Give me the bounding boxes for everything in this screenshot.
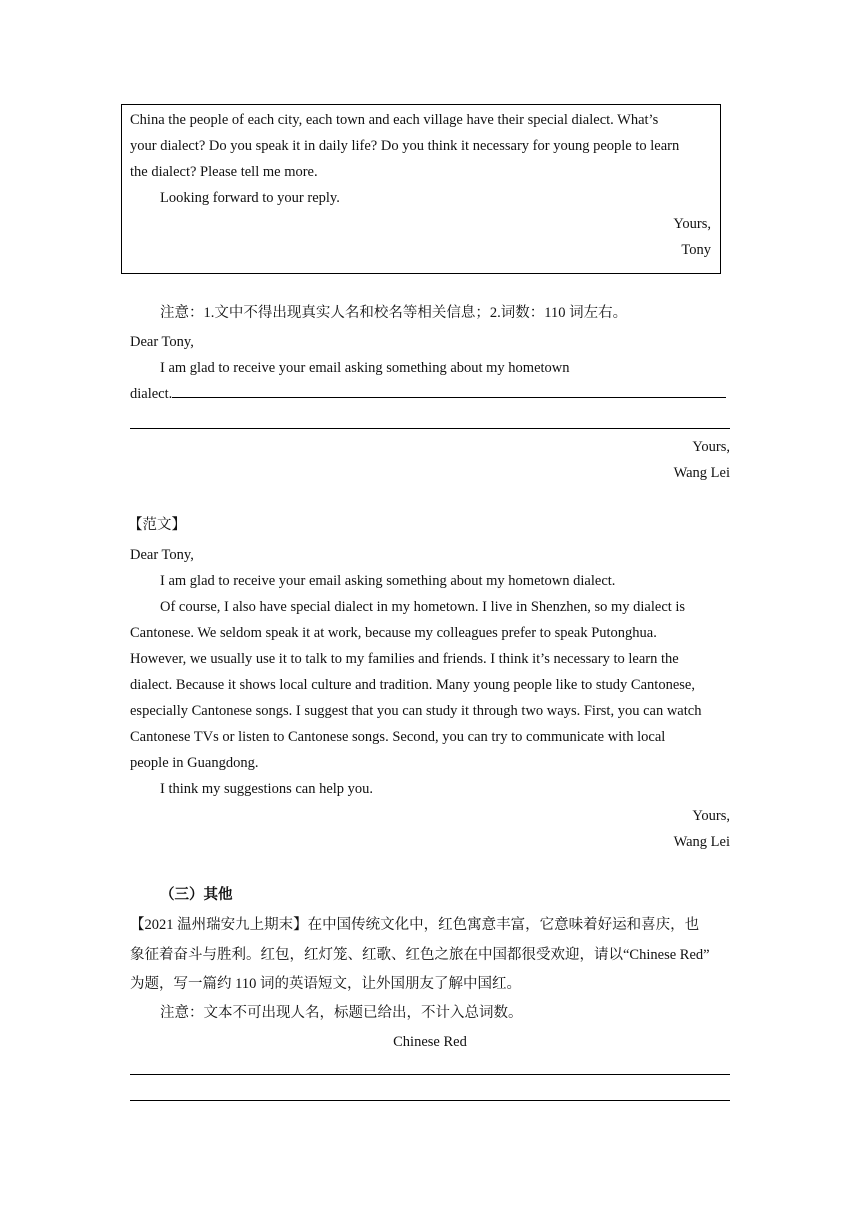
task-second-line xyxy=(130,381,726,407)
letter-closing-line: Looking forward to your reply. xyxy=(160,190,340,206)
other-prompt-line: 象征着奋斗与胜利。红包，红灯笼、红歌、红色之旅在中国都很受欢迎，请以“Chinese Red” xyxy=(130,947,710,963)
task-sign-off: Yours, xyxy=(692,439,730,455)
letter-line: China the people of each city, each town and each village have their special dialect. What’s xyxy=(130,112,659,128)
letter-sign-off: Yours, xyxy=(673,216,711,232)
answer-line xyxy=(130,1100,730,1101)
other-prompt-line: 为题，写一篇约 110 词的英语短文，让外国朋友了解中国红。 xyxy=(130,976,521,992)
other-prompt-line: 【2021 温州瑞安九上期末】在中国传统文化中，红色寓意丰富，它意味着好运和喜庆，也 xyxy=(130,917,700,933)
sample-greeting: Dear Tony, xyxy=(130,547,194,563)
sample-line: Of course, I also have special dialect in my hometown. I live in Shenzhen, so my dialect is xyxy=(160,599,686,615)
letter-line: your dialect? Do you speak it in daily life? Do you think it necessary for young people to learn xyxy=(130,138,680,154)
answer-blank xyxy=(172,383,726,398)
sample-line: I am glad to receive your email asking something about my hometown dialect. xyxy=(160,573,616,589)
sample-line: I think my suggestions can help you. xyxy=(160,781,374,797)
letter-line: the dialect? Please tell me more. xyxy=(130,164,318,180)
sample-line: especially Cantonese songs. I suggest that you can study it through two ways. First, you can watch xyxy=(130,703,702,719)
other-heading: （三）其他 xyxy=(160,887,233,903)
task-greeting: Dear Tony, xyxy=(130,334,194,350)
other-note: 注意：文本不可出现人名，标题已给出，不计入总词数。 xyxy=(160,1005,523,1021)
letter-signature: Tony xyxy=(681,242,711,258)
sample-line: dialect. Because it shows local culture and tradition. Many young people like to study Cantonese, xyxy=(130,677,695,693)
essay-title: Chinese Red xyxy=(393,1034,467,1050)
sample-line: However, we usually use it to talk to my families and friends. I think it’s necessary to learn the xyxy=(130,651,679,667)
answer-line xyxy=(130,428,730,429)
task-second-line-text: dialect. xyxy=(130,386,173,402)
sample-line: people in Guangdong. xyxy=(130,755,259,771)
task-signature: Wang Lei xyxy=(673,465,730,481)
sample-sign-off: Yours, xyxy=(692,808,730,824)
task-note: 注意：1.文中不得出现真实人名和校名等相关信息；2.词数：110 词左右。 xyxy=(160,305,628,321)
sample-line: Cantonese. We seldom speak it at work, because my colleagues prefer to speak Putonghua. xyxy=(130,625,657,641)
sample-signature: Wang Lei xyxy=(673,834,730,850)
task-first-line: I am glad to receive your email asking something about my hometown xyxy=(160,360,570,376)
sample-line: Cantonese TVs or listen to Cantonese songs. Second, you can try to communicate with local xyxy=(130,729,666,745)
answer-line xyxy=(130,1074,730,1075)
sample-heading: 【范文】 xyxy=(128,517,186,533)
